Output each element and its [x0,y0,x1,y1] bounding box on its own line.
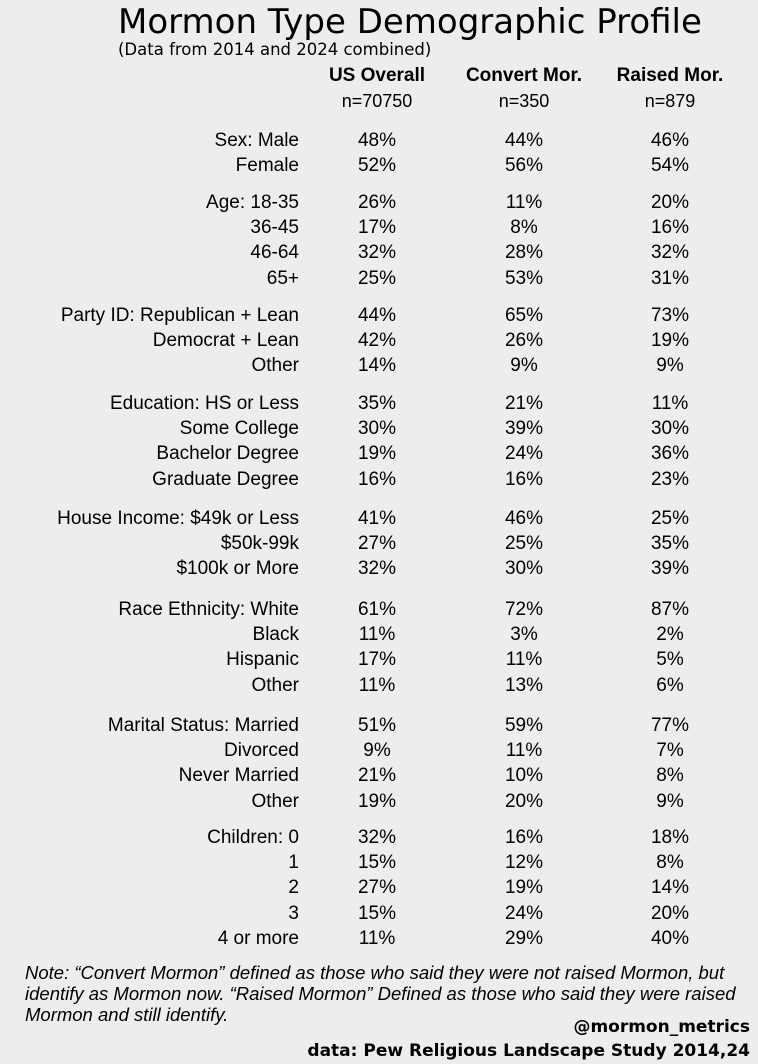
row-label: $50k-99k [220,533,299,555]
table-cell: 5% [656,649,684,671]
row-label: Race Ethnicity: White [118,599,299,620]
table-cell: 8% [656,765,684,787]
table-cell: 2% [656,624,684,646]
table-cell: 24% [504,902,544,924]
table-cell: 30% [650,418,690,440]
row-label: Education: HS or Less [109,393,299,414]
table-cell: 9% [656,790,684,812]
table-cell: 27% [357,877,397,899]
table-cell: 44% [504,130,544,151]
table-cell: 16% [504,468,544,490]
row-label: Graduate Degree [152,468,299,490]
table-cell: 8% [510,217,538,239]
row-label: House Income: $49k or Less [57,508,299,529]
table-cell: 11% [505,649,543,671]
table-cell: 44% [357,305,397,326]
table-cell: 17% [357,649,397,671]
row-label: 3 [288,902,299,924]
table-cell: 42% [357,330,397,352]
table-cell: 3% [510,624,538,646]
table-cell: 19% [650,330,690,352]
table-cell: 20% [504,790,544,812]
table-cell: 46% [650,130,690,151]
table-cell: 41% [357,508,397,529]
table-cell: 32% [357,242,397,264]
table-cell: 24% [504,443,544,465]
column-n-raised: n=879 [644,91,696,111]
table-cell: 61% [357,599,397,620]
table-cell: 19% [357,790,397,812]
table-cell: 20% [650,192,690,213]
row-label: Divorced [224,740,299,762]
column-header-convert: Convert Mor. [465,65,583,86]
table-cell: 35% [357,393,397,414]
table-cell: 15% [357,852,397,874]
row-label: $100k or More [176,558,299,580]
row-label: Sex: Male [214,130,299,151]
chart-subtitle: (Data from 2014 and 2024 combined) [118,40,432,59]
table-cell: 9% [656,355,684,377]
table-cell: 87% [650,599,690,620]
table-cell: 35% [650,533,690,555]
row-label: 2 [288,877,299,899]
table-cell: 10% [504,765,544,787]
table-cell: 28% [504,242,544,264]
table-cell: 15% [357,902,397,924]
row-label: 65+ [266,267,299,289]
column-n-us-overall: n=70750 [341,91,413,111]
row-label: 46-64 [250,242,299,264]
table-cell: 21% [357,765,397,787]
row-label: Black [252,624,299,646]
table-cell: 19% [504,877,544,899]
row-label: 4 or more [217,927,299,949]
table-cell: 20% [650,902,690,924]
table-cell: 56% [504,155,544,177]
table-cell: 11% [505,192,543,213]
row-label: Hispanic [226,649,299,671]
table-cell: 6% [656,674,684,696]
author-handle: @mormon_metrics [573,1017,750,1037]
column-n-convert: n=350 [498,91,550,111]
table-cell: 11% [358,927,396,949]
table-cell: 25% [650,508,690,529]
table-cell: 30% [357,418,397,440]
table-cell: 25% [504,533,544,555]
table-cell: 32% [357,558,397,580]
data-source: data: Pew Religious Landscape Study 2014,24 [307,1041,750,1061]
table-cell: 59% [504,715,544,736]
table-cell: 32% [357,827,397,848]
row-label: Children: 0 [207,827,299,848]
row-label: Democrat + Lean [152,330,299,352]
table-cell: 39% [650,558,690,580]
table-cell: 72% [504,599,544,620]
table-cell: 39% [504,418,544,440]
table-cell: 32% [650,242,690,264]
table-cell: 11% [358,624,396,646]
chart-title: Mormon Type Demographic Profile [118,2,702,42]
table-cell: 11% [358,674,396,696]
table-cell: 27% [357,533,397,555]
table-cell: 23% [650,468,690,490]
table-cell: 14% [357,355,397,377]
table-cell: 46% [504,508,544,529]
table-cell: 65% [504,305,544,326]
table-cell: 31% [650,267,690,289]
table-cell: 16% [504,827,544,848]
table-cell: 14% [650,877,690,899]
table-cell: 8% [656,852,684,874]
table-cell: 9% [363,740,391,762]
row-label: Female [235,155,299,177]
row-label: Other [251,674,299,696]
table-cell: 25% [357,267,397,289]
table-cell: 29% [504,927,544,949]
table-cell: 51% [357,715,397,736]
row-label: Age: 18-35 [206,192,299,213]
table-cell: 40% [650,927,690,949]
table-cell: 7% [656,740,684,762]
table-cell: 19% [357,443,397,465]
table-cell: 36% [650,443,690,465]
table-cell: 18% [650,827,690,848]
table-cell: 53% [504,267,544,289]
table-cell: 77% [650,715,690,736]
row-label: Party ID: Republican + Lean [60,305,299,326]
footnote: Note: “Convert Mormon” defined as those who said they were not raised Mormon, but identify as Mormon now. “Raised Mormon” Defined as those who said they were raised Mormon and still identify. [25,962,736,1025]
table-cell: 13% [504,674,544,696]
table-cell: 48% [357,130,397,151]
table-cell: 26% [357,192,397,213]
table-cell: 26% [504,330,544,352]
table-cell: 12% [504,852,544,874]
row-label: Never Married [178,765,299,787]
row-label: Other [251,355,299,377]
column-header-us-overall: US Overall [328,65,426,86]
table-cell: 9% [510,355,538,377]
row-label: Some College [179,418,299,440]
table-cell: 16% [357,468,397,490]
table-cell: 11% [651,393,689,414]
table-cell: 16% [650,217,690,239]
row-label: 1 [288,852,299,874]
table-cell: 17% [357,217,397,239]
table-cell: 21% [504,393,544,414]
table-cell: 54% [650,155,690,177]
row-label: Other [251,790,299,812]
table-cell: 30% [504,558,544,580]
row-label: Bachelor Degree [156,443,299,465]
table-cell: 52% [357,155,397,177]
table-cell: 11% [505,740,543,762]
row-label: Marital Status: Married [107,715,299,736]
row-label: 36-45 [250,217,299,239]
column-header-raised: Raised Mor. [616,65,724,86]
table-cell: 73% [650,305,690,326]
